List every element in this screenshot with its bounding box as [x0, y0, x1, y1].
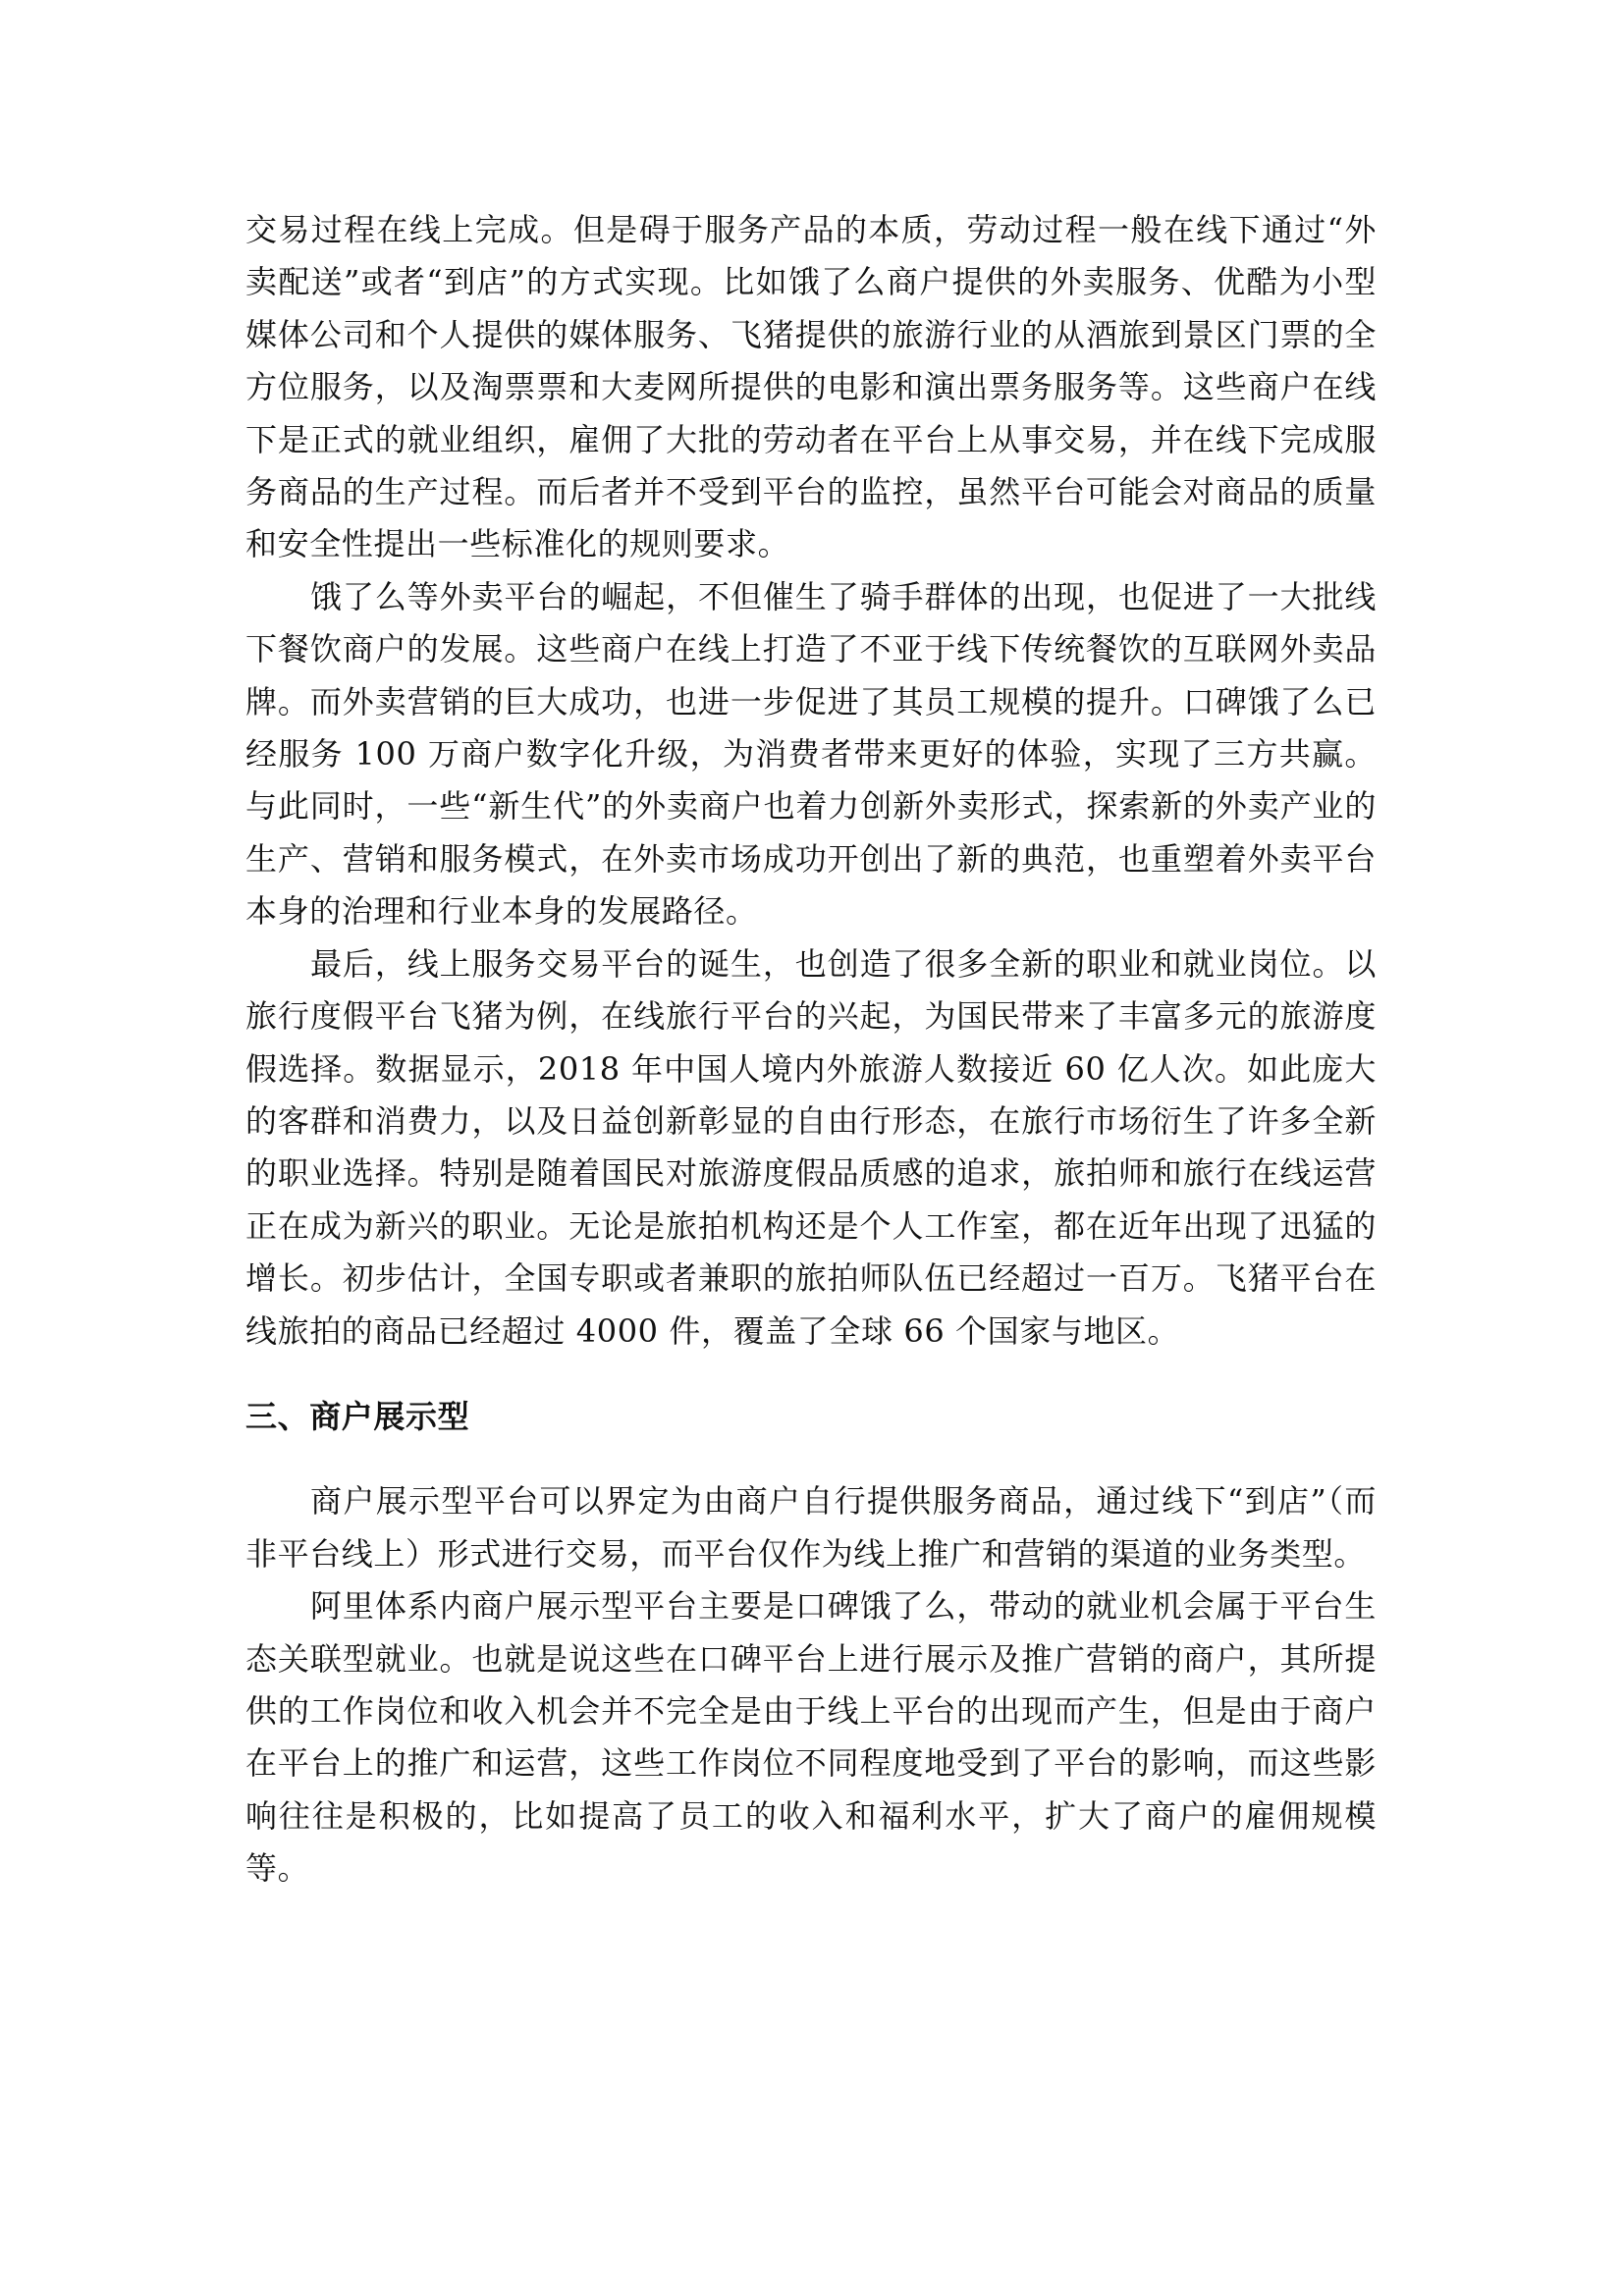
paragraph-new-occupations: 最后，线上服务交易平台的诞生，也创造了很多全新的职业和就业岗位。以旅行度假平台飞猪为例，在线旅行平台的兴起，为国民带来了丰富多元的旅游度假选择。数据显示，2018 年中国人境内外旅游人数接近 60 亿人次。如此庞大的客群和消费力，以及日益创新彰显的自由行形态，在旅行市场衍生了许多全新的职业选择。特别是随着国民对旅游度假品质感的追求，旅拍师和旅行在线运营正在成为新兴的职业。无论是旅拍机构还是个人工作室，都在近年出现了迅猛的增长。初步估计，全国专职或者兼职的旅拍师队伍已经超过一百万。飞猪平台在线旅拍的商品已经超过 4000 件，覆盖了全球 66 个国家与地区。	[245, 944, 1377, 1350]
paragraph-takeaway-merchants: 饿了么等外卖平台的崛起，不但催生了骑手群体的出现，也促进了一大批线下餐饮商户的发展。这些商户在线上打造了不亚于线下传统餐饮的互联网外卖品牌。而外卖营销的巨大成功，也进一步促进了其员工规模的提升。口碑饿了么已经服务 100 万商户数字化升级，为消费者带来更好的体验，实现了三方共赢。与此同时，一些“新生代”的外卖商户也着力创新外卖形式，探索新的外卖产业的生产、营销和服务模式，在外卖市场成功开创出了新的典范，也重塑着外卖平台本身的治理和行业本身的发展路径。	[245, 577, 1377, 931]
section-heading: 三、商户展示型	[245, 1397, 470, 1435]
paragraph-continuation: 交易过程在线上完成。但是碍于服务产品的本质，劳动过程一般在线下通过“外卖配送”或者“到店”的方式实现。比如饿了么商户提供的外卖服务、优酷为小型媒体公司和个人提供的媒体服务、飞猪提供的旅游行业的从酒旅到景区门票的全方位服务，以及淘票票和大麦网所提供的电影和演出票务服务等。这些商户在线下是正式的就业组织，雇佣了大批的劳动者在平台上从事交易，并在线下完成服务商品的生产过程。而后者并不受到平台的监控，虽然平台可能会对商品的质量和安全性提出一些标准化的规则要求。	[245, 211, 1377, 563]
paragraph-definition: 商户展示型平台可以界定为由商户自行提供服务商品，通过线下“到店”（而非平台线上）形式进行交易，而平台仅作为线上推广和营销的渠道的业务类型。	[245, 1482, 1377, 1573]
page-body	[245, 204, 1377, 1896]
paragraph-koubei-employment: 阿里体系内商户展示型平台主要是口碑饿了么，带动的就业机会属于平台生态关联型就业。也就是说这些在口碑平台上进行展示及推广营销的商户，其所提供的工作岗位和收入机会并不完全是由于线上平台的出现而产生，但是由于商户在平台上的推广和运营，这些工作岗位不同程度地受到了平台的影响，而这些影响往往是积极的，比如提高了员工的收入和福利水平，扩大了商户的雇佣规模等。	[245, 1587, 1377, 1888]
